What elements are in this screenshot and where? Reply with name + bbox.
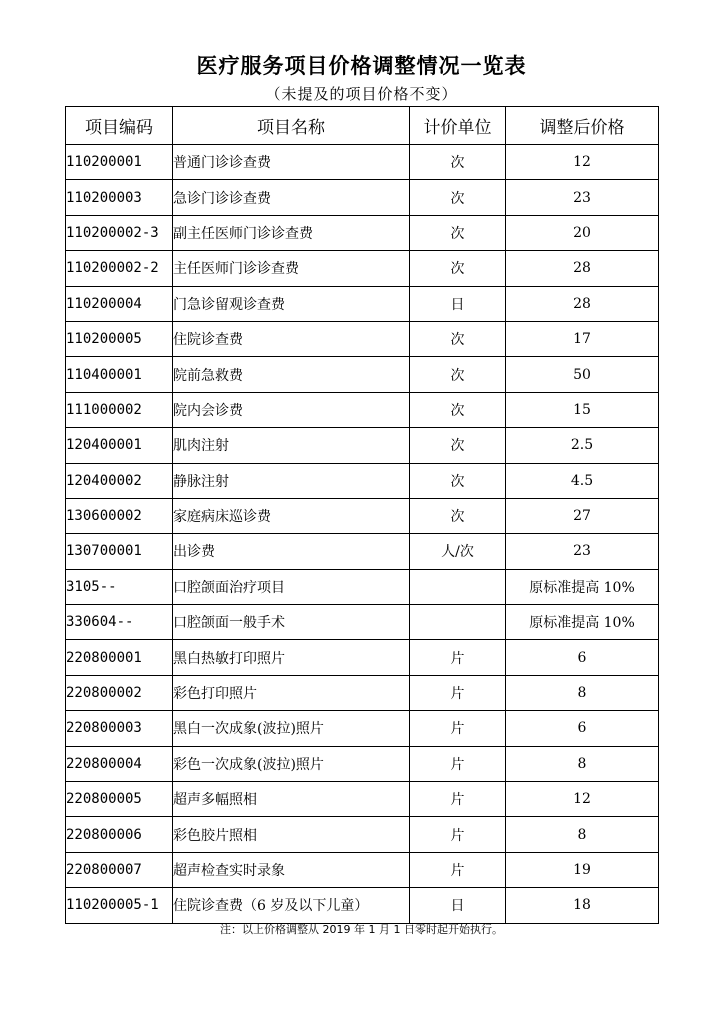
column-header-unit: 计价单位 <box>410 107 506 145</box>
cell-unit: 次 <box>410 357 506 392</box>
cell-name: 出诊费 <box>173 534 410 569</box>
table-row <box>66 640 659 675</box>
cell-code: 110200003 <box>66 180 173 215</box>
table-row <box>66 251 659 286</box>
cell-price: 8 <box>506 817 659 852</box>
cell-price: 20 <box>506 215 659 250</box>
cell-unit: 次 <box>410 145 506 180</box>
cell-name: 副主任医师门诊诊查费 <box>173 215 410 250</box>
cell-unit: 人/次 <box>410 534 506 569</box>
cell-name: 普通门诊诊查费 <box>173 145 410 180</box>
table-body <box>66 145 659 924</box>
cell-code: 330604-- <box>66 605 173 640</box>
cell-name: 家庭病床巡诊费 <box>173 498 410 533</box>
cell-name: 黑白一次成象(波拉)照片 <box>173 711 410 746</box>
cell-price: 12 <box>506 782 659 817</box>
cell-name: 黑白热敏打印照片 <box>173 640 410 675</box>
cell-price: 15 <box>506 392 659 427</box>
cell-unit <box>410 569 506 604</box>
cell-code: 220800004 <box>66 746 173 781</box>
cell-price: 18 <box>506 888 659 923</box>
footnote: 注：以上价格调整从 2019 年 1 月 1 日零时起开始执行。 <box>220 923 503 936</box>
cell-unit: 片 <box>410 852 506 887</box>
table-row <box>66 888 659 923</box>
cell-name: 口腔颌面一般手术 <box>173 605 410 640</box>
table-row <box>66 675 659 710</box>
cell-unit: 片 <box>410 711 506 746</box>
table-row <box>66 852 659 887</box>
table-row <box>66 817 659 852</box>
cell-code: 220800006 <box>66 817 173 852</box>
cell-name: 住院诊查费（6 岁及以下儿童） <box>173 888 410 923</box>
table-row <box>66 145 659 180</box>
cell-name: 超声多幅照相 <box>173 782 410 817</box>
cell-name: 住院诊查费 <box>173 321 410 356</box>
cell-unit: 次 <box>410 463 506 498</box>
cell-price: 原标准提高 10% <box>506 605 659 640</box>
cell-price: 6 <box>506 640 659 675</box>
cell-price: 8 <box>506 675 659 710</box>
table-row <box>66 392 659 427</box>
cell-price: 4.5 <box>506 463 659 498</box>
cell-unit: 片 <box>410 817 506 852</box>
column-header-code: 项目编码 <box>66 107 173 145</box>
cell-price: 28 <box>506 251 659 286</box>
cell-name: 超声检查实时录象 <box>173 852 410 887</box>
cell-code: 110200005 <box>66 321 173 356</box>
table-header-row <box>66 107 659 145</box>
page-title: 医疗服务项目价格调整情况一览表 <box>196 54 527 78</box>
cell-unit: 次 <box>410 180 506 215</box>
cell-name: 主任医师门诊诊查费 <box>173 251 410 286</box>
cell-unit: 次 <box>410 498 506 533</box>
table-row <box>66 428 659 463</box>
table-row <box>66 534 659 569</box>
cell-unit: 次 <box>410 428 506 463</box>
table-row <box>66 180 659 215</box>
cell-name: 彩色一次成象(波拉)照片 <box>173 746 410 781</box>
cell-code: 120400001 <box>66 428 173 463</box>
cell-code: 110400001 <box>66 357 173 392</box>
table-row <box>66 286 659 321</box>
cell-code: 110200002-2 <box>66 251 173 286</box>
cell-unit: 片 <box>410 782 506 817</box>
cell-code: 110200002-3 <box>66 215 173 250</box>
table-row <box>66 746 659 781</box>
cell-code: 110200004 <box>66 286 173 321</box>
cell-code: 3105-- <box>66 569 173 604</box>
table-row <box>66 569 659 604</box>
cell-name: 急诊门诊诊查费 <box>173 180 410 215</box>
cell-price: 8 <box>506 746 659 781</box>
cell-code: 220800001 <box>66 640 173 675</box>
cell-name: 肌肉注射 <box>173 428 410 463</box>
cell-price: 12 <box>506 145 659 180</box>
cell-unit: 次 <box>410 321 506 356</box>
cell-code: 111000002 <box>66 392 173 427</box>
cell-unit: 日 <box>410 888 506 923</box>
cell-price: 6 <box>506 711 659 746</box>
cell-unit: 次 <box>410 392 506 427</box>
cell-price: 23 <box>506 534 659 569</box>
cell-price: 17 <box>506 321 659 356</box>
cell-code: 220800005 <box>66 782 173 817</box>
cell-name: 彩色胶片照相 <box>173 817 410 852</box>
cell-unit: 次 <box>410 251 506 286</box>
cell-code: 120400002 <box>66 463 173 498</box>
cell-name: 彩色打印照片 <box>173 675 410 710</box>
table-row <box>66 605 659 640</box>
table-row <box>66 782 659 817</box>
cell-price: 50 <box>506 357 659 392</box>
cell-name: 院前急救费 <box>173 357 410 392</box>
table-row <box>66 321 659 356</box>
cell-code: 130600002 <box>66 498 173 533</box>
cell-code: 220800003 <box>66 711 173 746</box>
cell-code: 110200005-1 <box>66 888 173 923</box>
table-row <box>66 215 659 250</box>
page-subtitle: （未提及的项目价格不变） <box>265 85 458 103</box>
cell-name: 口腔颌面治疗项目 <box>173 569 410 604</box>
cell-unit: 片 <box>410 640 506 675</box>
cell-name: 院内会诊费 <box>173 392 410 427</box>
cell-name: 门急诊留观诊查费 <box>173 286 410 321</box>
table-row <box>66 711 659 746</box>
cell-unit: 片 <box>410 675 506 710</box>
cell-code: 130700001 <box>66 534 173 569</box>
cell-name: 静脉注射 <box>173 463 410 498</box>
table-row <box>66 463 659 498</box>
table-row <box>66 357 659 392</box>
cell-unit: 日 <box>410 286 506 321</box>
column-header-name: 项目名称 <box>173 107 410 145</box>
cell-unit: 片 <box>410 746 506 781</box>
column-header-price: 调整后价格 <box>506 107 659 145</box>
cell-price: 28 <box>506 286 659 321</box>
price-table <box>65 106 659 924</box>
cell-code: 110200001 <box>66 145 173 180</box>
cell-price: 27 <box>506 498 659 533</box>
table-row <box>66 498 659 533</box>
cell-price: 2.5 <box>506 428 659 463</box>
cell-price: 原标准提高 10% <box>506 569 659 604</box>
cell-code: 220800002 <box>66 675 173 710</box>
cell-unit <box>410 605 506 640</box>
cell-price: 23 <box>506 180 659 215</box>
cell-code: 220800007 <box>66 852 173 887</box>
cell-price: 19 <box>506 852 659 887</box>
cell-unit: 次 <box>410 215 506 250</box>
